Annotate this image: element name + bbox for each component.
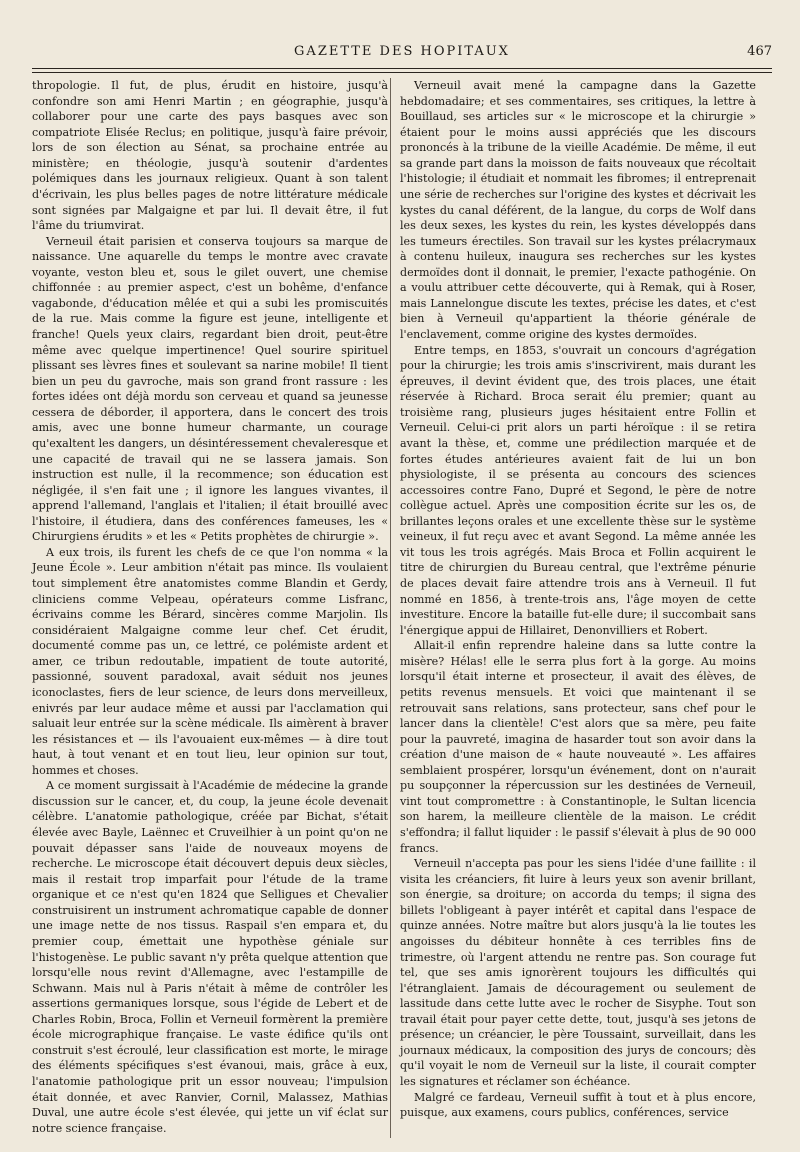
header-rule-thick xyxy=(32,68,772,69)
paragraph: A ce moment surgissait à l'Académie de médecine la grande discussion sur le cancer, et, du coup, la jeune école devenait célèbre. L'anatomie pathologique, créée par Bichat, s'était élevée avec Bayle, Laënnec et Cruveilhier à un point qu'on ne pouvait dépasser sans l'aide de nouveaux moyens de recherche. Le microscope était découvert depuis deux siècles, mais il restait trop imparfait pour l'étude de la trame organique et ce n'est qu'en 1824 que Selligues et Chevalier construisirent un instrument achromatique capable de donner une image nette de nos tissus. Raspail s'en empara et, du premier coup, émettait une hypothèse géniale sur l'histogenèse. Le public savant n'y prêta quelque attention que lorsqu'elle nous revint d'Allemagne, avec l'estampille de Schwann. Mais nul à Paris n'était à même de contrôler les assertions germaniques lorsque, sous l'égide de Lebert et de Charles Robin, Broca, Follin et Verneuil formèrent la première école micrographique française. Le vaste édifice qu'ils ont construit s'est écroulé, leur classification est morte, le mirage des éléments spécifiques s'est évanoui, mais, grâce à eux, l'anatomie pathologique prit un essor nouveau; l'impulsion était donnée, et avec Ranvier, Cornil, Malassez, Mathias Duval, une autre école s'est élevée, qui jette un vif éclat sur notre science française. xyxy=(32,779,388,1135)
paragraph: A eux trois, ils furent les chefs de ce que l'on nomma « la Jeune École ». Leur ambition n'était pas mince. Ils voulaient tout simplement être anatomistes comme Blandin et Gerdy, cliniciens comme Velpeau, opérateurs comme Lisfranc, écrivains comme les Bérard, sincères comme Marjolin. Ils considéraient Malgaigne comme leur chef. Cet érudit, documenté comme pas un, ce lettré, ce polémiste ardent et amer, ce tribun redoutable, impatient de toute autorité, passionné, souvent paradoxal, avait séduit nos jeunes iconoclastes, fiers de leur science, de leurs dons merveilleux, enivrés par leur audace même et aussi par l'acclamation qui saluait leur entrée sur la scène médicale. Ils aimèrent à braver les résistances et — ils l'avouaient eux-mêmes — à dire tout haut, à tout venant et en tout lieu, leur opinion sur tout, hommes et choses. xyxy=(32,545,388,777)
paragraph: Malgré ce fardeau, Verneuil suffit à tout et à plus encore, puisque, aux examens, cours publics, conférences, service xyxy=(400,1090,756,1120)
header-rule-thin xyxy=(32,72,772,73)
paragraph: thropologie. Il fut, de plus, érudit en histoire, jusqu'à confondre son ami Henri Martin ; en géographie, jusqu'à collaborer pour une carte des pays basques avec son compatriote Elisée Reclus; en politique, jusqu'à faire prévoir, lors de son élection au Sénat, sa prochaine entrée au ministère; en théologie, jusqu'à soutenir d'ardentes polémiques dans les journaux religieux. Quant à son talent d'écrivain, les plus belles pages de notre littérature médicale sont signées par Malgaigne et par lui. Il devait être, il fut l'âme du triumvirat. xyxy=(32,79,388,233)
paragraph: Allait-il enfin reprendre haleine dans sa lutte contre la misère? Hélas! elle le serra plus fort à la gorge. Au moins lorsqu'il était interne et prosecteur, il avait des élèves, de petits revenus mensuels. Et voici que maintenant il se retrouvait sans relations, sans protecteur, sans chef pour le lancer dans la clientèle! C'est alors que sa mère, peu faite pour la pauvreté, imagina de hasarder tout son avoir dans la création d'une maison de « haute nouveauté ». Les affaires semblaient prospérer, lorsqu'un événement, dont on n'aurait pu soupçonner la répercussion sur les destinées de Verneuil, vint tout compromettre : à Constantinople, le Sultan licencia son harem, la meilleure clientèle de la maison. Le crédit s'effondra; il fallut liquider : le passif s'élevait à plus de 90 000 francs. xyxy=(400,639,756,855)
page-number: 467 xyxy=(747,44,772,59)
paragraph: Verneuil n'accepta pas pour les siens l'idée d'une faillite : il visita les créanciers, fit luire à leurs yeux son avenir brillant, son énergie, sa droiture; on accorda du temps; il signa des billets l'obligeant à payer intérêt et capital dans l'espace de quinze années. Notre maître but alors jusqu'à la lie toutes les angoisses du débiteur honnête à ces terribles fins de trimestre, où l'argent attendu ne rentre pas. Son courage fut tel, que ses amis ignorèrent toujours les difficultés qui l'étranglaient. Jamais de découragement ou seulement de lassitude dans cette lutte avec le rocher de Sisyphe. Tout son travail était pour payer cette dette, tout, jusqu'à ses jetons de présence; un créancier, le père Toussaint, surveillait, dans les journaux médicaux, la composition des jurys de concours; dès qu'il voyait le nom de Verneuil sur la liste, il courait compter les signatures et réclamer son échéance. xyxy=(400,857,756,1088)
column-divider xyxy=(390,78,391,1138)
paragraph: Verneuil avait mené la campagne dans la Gazette hebdomadaire; et ses commentaires, ses critiques, la lettre à Bouillaud, ses articles sur « le microscope et la chirurgie » étaient pour le moins aussi appréciés que les discours prononcés à la tribune de la vieille Académie. De même, il eut sa grande part dans la moisson de faits nouveaux que récoltait l'histologie; il étudiait et nommait les fibromes; il entreprenait une série de recherches sur l'origine des kystes et décrivait les kystes du canal déférent, de la langue, du corps de Wolf dans les deux sexes, les kystes du rein, les kystes développés dans les tumeurs érectiles. Son travail sur les kystes prélacrymaux à contenu huileux, inaugura ses recherches sur les kystes dermoïdes dont il donnait, le premier, l'exacte pathogénie. On a voulu attribuer cette découverte, qui à Remak, qui à Roser, mais Lannelongue discute les textes, précise les dates, et c'est bien à Verneuil qu'appartient la théorie générale de l'enclavement, comme origine des kystes dermoïdes. xyxy=(400,79,757,341)
right-column xyxy=(400,78,756,1121)
paragraph: Entre temps, en 1853, s'ouvrait un concours d'agrégation pour la chirurgie; les trois amis s'inscrivirent, mais durant les épreuves, il devint évident que, des trois places, une était réservée à Richard. Broca serait élu premier; quant au troisième rang, plusieurs juges hésitaient entre Follin et Verneuil. Celui-ci prit alors un parti héroïque : il se retira avant la thèse, et, comme une prédilection marquée et de fortes études antérieures avaient fait de lui un bon physiologiste, il se présenta au concours des sciences accessoires contre Fano, Dupré et Segond, le père de notre collègue actuel. Après une composition écrite sur les os, de brillantes leçons orales et une excellente thèse sur le système veineux, il fut reçu avec et avant Segond. La même année les vit tous les trois agrégés. Mais Broca et Follin acquirent le titre de chirurgien du Bureau central, que l'extrême pénurie de places devait faire attendre trois ans à Verneuil. Il fut nommé en 1856, à trente-trois ans, l'âge moyen de cette investiture. Encore la bataille fut-elle dure; il succombait sans l'énergique appui de Hillairet, Denonvilliers et Robert. xyxy=(400,343,756,637)
left-column xyxy=(32,78,388,1136)
page-header xyxy=(32,40,772,66)
paragraph: Verneuil était parisien et conserva toujours sa marque de naissance. Une aquarelle du temps le montre avec cravate voyante, veston bleu et, sous le gilet ouvert, une chemise chiffonnée : au premier aspect, c'est un bohême, d'enfance vagabonde, d'éducation mêlée et qui a subi les promiscuités de la rue. Mais comme la figure est jeune, intelligente et franche! Quels yeux clairs, regardant bien droit, peut-être même avec quelque impertinence! Quel sourire spirituel plissant ses lèvres fines et soulevant sa narine mobile! Il tient bien un peu du gavroche, mais son grand front rassure : les fortes idées ont déjà mordu son cerveau et quand sa jeunesse cessera de déborder, il apportera, dans le concert des trois amis, avec une bonne humeur charmante, un courage qu'exaltent les dangers, un désintéressement chevaleresque et une capacité de travail qui ne se lassera jamais. Son instruction est nulle, il la recommence; son éducation est négligée, il s'en fait une ; il ignore les langues vivantes, il apprend l'allemand, l'anglais et l'italien; il était brouillé avec l'histoire, il étudiera, dans des conférences fameuses, les « Chirurgiens érudits » et les « Petits prophètes de chirurgie ». xyxy=(32,234,388,544)
journal-title: GAZETTE DES HOPITAUX xyxy=(294,44,510,59)
